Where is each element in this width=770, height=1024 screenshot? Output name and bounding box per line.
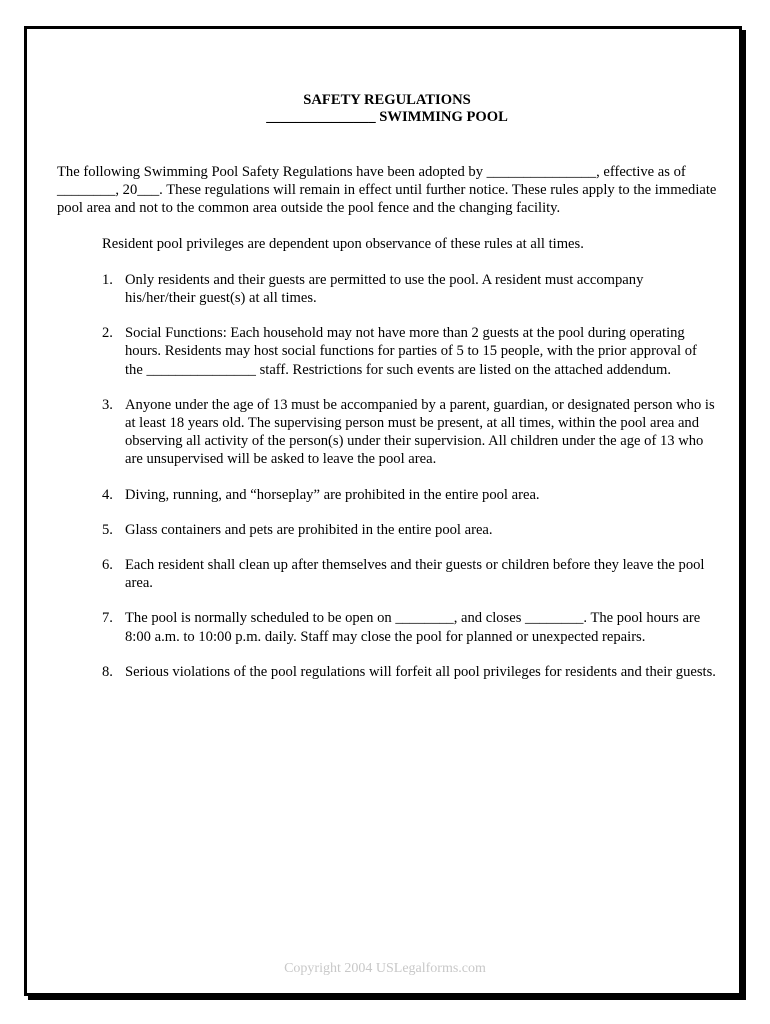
- rule-item: [57, 609, 717, 645]
- rule-item: [57, 396, 717, 469]
- rules-list: [57, 271, 717, 681]
- document-body: [57, 92, 717, 698]
- rule-text: Glass containers and pets are prohibited in the entire pool area.: [125, 521, 493, 538]
- title-line-2: _______________ SWIMMING POOL: [266, 109, 508, 125]
- rule-number: 7.: [102, 610, 113, 627]
- rule-text: Anyone under the age of 13 must be accompanied by a parent, guardian, or designated person who is at least 18 years old. The supervising person must be present, at all times, within the pool area and observing all activity of the person(s) under their supervision. All children under the age of 13 who are unsupervised will be asked to leave the pool area.: [125, 396, 715, 468]
- rule-text: Only residents and their guests are permitted to use the pool. A resident must accompany his/her/their guest(s) at all times.: [125, 271, 644, 307]
- rule-number: 2.: [102, 325, 113, 342]
- rule-text: The pool is normally scheduled to be open on ________, and closes ________. The pool hours are 8:00 a.m. to 10:00 p.m. daily. Staff may close the pool for planned or unexpected repairs.: [125, 610, 701, 645]
- rule-number: 1.: [102, 271, 113, 288]
- intro-paragraph: The following Swimming Pool Safety Regulations have been adopted by _______________, effective as of ________, 20___. These regulations will remain in effect until further notice. These rules apply to the immediate pool area and not to the common area outside the pool fence and the changing facility.: [57, 164, 717, 217]
- rule-item: [57, 521, 717, 539]
- rule-text: Each resident shall clean up after themselves and their guests or children before they leave the pool area.: [125, 557, 705, 592]
- document-title: [57, 92, 717, 126]
- rule-text: Social Functions: Each household may not have more than 2 guests at the pool during operating hours. Residents may host social functions for parties of 5 to 15 people, with the prior approval of the _______________ staff. Restrictions for such events are listed on the attached addendum.: [125, 325, 697, 378]
- rule-number: 5.: [102, 521, 113, 538]
- rule-item: [57, 486, 717, 504]
- rule-number: 4.: [102, 486, 113, 503]
- rule-number: 6.: [102, 557, 113, 574]
- rule-item: [57, 271, 717, 307]
- rule-text: Serious violations of the pool regulations will forfeit all pool privileges for residents and their guests.: [125, 663, 716, 680]
- rule-number: 8.: [102, 663, 113, 680]
- copyright-footer: Copyright 2004 USLegalforms.com: [284, 961, 486, 976]
- title-line-1: SAFETY REGULATIONS: [303, 92, 471, 108]
- rule-text: Diving, running, and “horseplay” are prohibited in the entire pool area.: [125, 486, 540, 503]
- rule-item: [57, 324, 717, 379]
- rule-number: 3.: [102, 396, 113, 413]
- rule-item: [57, 663, 717, 681]
- privileges-paragraph: Resident pool privileges are dependent upon observance of these rules at all times.: [102, 235, 584, 252]
- rule-item: [57, 556, 717, 592]
